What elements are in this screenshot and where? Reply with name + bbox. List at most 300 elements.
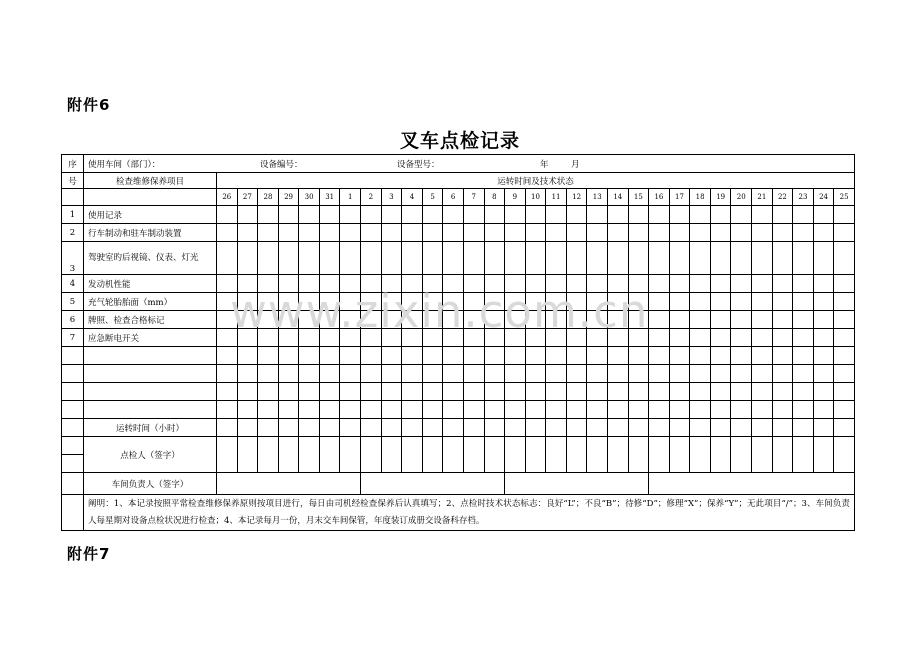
item-5-day-21[interactable] bbox=[752, 293, 773, 311]
item-7-day-9[interactable] bbox=[505, 329, 526, 347]
blank-row-4-day-14[interactable] bbox=[607, 401, 628, 419]
run-time-day-9[interactable] bbox=[505, 419, 526, 437]
item-6-day-4[interactable] bbox=[402, 311, 423, 329]
blank-row-4-day-20[interactable] bbox=[731, 401, 752, 419]
item-5-day-11[interactable] bbox=[546, 293, 567, 311]
item-7-day-11[interactable] bbox=[546, 329, 567, 347]
blank-row-2-day-9[interactable] bbox=[505, 365, 526, 383]
blank-row-3-day-15[interactable] bbox=[628, 383, 649, 401]
blank-row-2-day-25[interactable] bbox=[834, 365, 855, 383]
run-time-day-29[interactable] bbox=[278, 419, 299, 437]
run-time-day-3[interactable] bbox=[381, 419, 402, 437]
item-4-day-14[interactable] bbox=[607, 275, 628, 293]
item-7-day-31[interactable] bbox=[319, 329, 340, 347]
item-5-day-28[interactable] bbox=[258, 293, 279, 311]
item-4-day-6[interactable] bbox=[443, 275, 464, 293]
run-time-day-8[interactable] bbox=[484, 419, 505, 437]
blank-row-2-day-1[interactable] bbox=[340, 365, 361, 383]
blank-row-1-day-21[interactable] bbox=[752, 347, 773, 365]
run-time-day-30[interactable] bbox=[299, 419, 320, 437]
item-7-day-27[interactable] bbox=[237, 329, 258, 347]
item-2-day-29[interactable] bbox=[278, 224, 299, 242]
run-time-day-23[interactable] bbox=[793, 419, 814, 437]
inspector-day-26[interactable] bbox=[217, 437, 238, 473]
item-6-day-21[interactable] bbox=[752, 311, 773, 329]
item-4-day-28[interactable] bbox=[258, 275, 279, 293]
item-5-day-5[interactable] bbox=[422, 293, 443, 311]
blank-row-1-day-5[interactable] bbox=[422, 347, 443, 365]
item-3-day-7[interactable] bbox=[463, 242, 484, 275]
item-6-day-9[interactable] bbox=[505, 311, 526, 329]
item-3-day-11[interactable] bbox=[546, 242, 567, 275]
item-5-day-29[interactable] bbox=[278, 293, 299, 311]
item-2-day-28[interactable] bbox=[258, 224, 279, 242]
blank-row-4-day-7[interactable] bbox=[463, 401, 484, 419]
blank-row-3-day-10[interactable] bbox=[525, 383, 546, 401]
item-1-day-16[interactable] bbox=[649, 206, 670, 224]
blank-row-1-day-15[interactable] bbox=[628, 347, 649, 365]
inspector-day-6[interactable] bbox=[443, 437, 464, 473]
inspector-day-5[interactable] bbox=[422, 437, 443, 473]
item-7-day-15[interactable] bbox=[628, 329, 649, 347]
run-time-day-15[interactable] bbox=[628, 419, 649, 437]
inspector-day-3[interactable] bbox=[381, 437, 402, 473]
item-3-day-30[interactable] bbox=[299, 242, 320, 275]
blank-row-1-day-13[interactable] bbox=[587, 347, 608, 365]
inspector-day-1[interactable] bbox=[340, 437, 361, 473]
item-4-day-1[interactable] bbox=[340, 275, 361, 293]
item-1-day-9[interactable] bbox=[505, 206, 526, 224]
item-2-day-25[interactable] bbox=[834, 224, 855, 242]
item-4-day-13[interactable] bbox=[587, 275, 608, 293]
item-7-day-30[interactable] bbox=[299, 329, 320, 347]
inspector-day-18[interactable] bbox=[690, 437, 711, 473]
inspector-day-12[interactable] bbox=[566, 437, 587, 473]
item-3-day-25[interactable] bbox=[834, 242, 855, 275]
item-5-day-7[interactable] bbox=[463, 293, 484, 311]
item-1-day-19[interactable] bbox=[710, 206, 731, 224]
blank-row-4-day-26[interactable] bbox=[217, 401, 238, 419]
blank-row-3-day-31[interactable] bbox=[319, 383, 340, 401]
item-3-day-2[interactable] bbox=[361, 242, 382, 275]
blank-row-2-day-27[interactable] bbox=[237, 365, 258, 383]
blank-row-4-day-22[interactable] bbox=[772, 401, 793, 419]
item-5-day-6[interactable] bbox=[443, 293, 464, 311]
blank-row-3-day-11[interactable] bbox=[546, 383, 567, 401]
item-2-day-26[interactable] bbox=[217, 224, 238, 242]
item-2-day-6[interactable] bbox=[443, 224, 464, 242]
item-5-day-30[interactable] bbox=[299, 293, 320, 311]
inspector-day-20[interactable] bbox=[731, 437, 752, 473]
blank-row-1-day-27[interactable] bbox=[237, 347, 258, 365]
item-5-day-16[interactable] bbox=[649, 293, 670, 311]
blank-row-3-day-2[interactable] bbox=[361, 383, 382, 401]
item-6-day-30[interactable] bbox=[299, 311, 320, 329]
item-2-day-30[interactable] bbox=[299, 224, 320, 242]
blank-row-2-day-13[interactable] bbox=[587, 365, 608, 383]
item-5-day-15[interactable] bbox=[628, 293, 649, 311]
item-5-day-26[interactable] bbox=[217, 293, 238, 311]
item-5-day-13[interactable] bbox=[587, 293, 608, 311]
blank-row-1-day-26[interactable] bbox=[217, 347, 238, 365]
blank-row-4-day-6[interactable] bbox=[443, 401, 464, 419]
blank-row-3-day-27[interactable] bbox=[237, 383, 258, 401]
item-7-day-21[interactable] bbox=[752, 329, 773, 347]
item-4-day-4[interactable] bbox=[402, 275, 423, 293]
item-6-day-28[interactable] bbox=[258, 311, 279, 329]
item-1-day-7[interactable] bbox=[463, 206, 484, 224]
blank-row-1-day-20[interactable] bbox=[731, 347, 752, 365]
blank-row-3-day-23[interactable] bbox=[793, 383, 814, 401]
blank-row-1-day-6[interactable] bbox=[443, 347, 464, 365]
item-1-day-26[interactable] bbox=[217, 206, 238, 224]
blank-row-1-day-18[interactable] bbox=[690, 347, 711, 365]
inspector-day-4[interactable] bbox=[402, 437, 423, 473]
item-1-day-6[interactable] bbox=[443, 206, 464, 224]
blank-row-2-day-28[interactable] bbox=[258, 365, 279, 383]
run-time-day-25[interactable] bbox=[834, 419, 855, 437]
item-3-day-14[interactable] bbox=[607, 242, 628, 275]
item-7-day-14[interactable] bbox=[607, 329, 628, 347]
item-1-day-1[interactable] bbox=[340, 206, 361, 224]
item-1-day-22[interactable] bbox=[772, 206, 793, 224]
item-6-day-23[interactable] bbox=[793, 311, 814, 329]
run-time-day-1[interactable] bbox=[340, 419, 361, 437]
item-3-day-4[interactable] bbox=[402, 242, 423, 275]
item-4-day-16[interactable] bbox=[649, 275, 670, 293]
inspector-day-8[interactable] bbox=[484, 437, 505, 473]
item-1-day-8[interactable] bbox=[484, 206, 505, 224]
blank-row-1-day-11[interactable] bbox=[546, 347, 567, 365]
item-3-day-3[interactable] bbox=[381, 242, 402, 275]
item-6-day-26[interactable] bbox=[217, 311, 238, 329]
blank-row-4-day-27[interactable] bbox=[237, 401, 258, 419]
item-2-day-12[interactable] bbox=[566, 224, 587, 242]
item-5-day-24[interactable] bbox=[813, 293, 834, 311]
item-7-day-28[interactable] bbox=[258, 329, 279, 347]
manager-week-2[interactable] bbox=[361, 473, 505, 495]
blank-row-3-day-30[interactable] bbox=[299, 383, 320, 401]
item-5-day-31[interactable] bbox=[319, 293, 340, 311]
item-5-day-8[interactable] bbox=[484, 293, 505, 311]
inspector-day-23[interactable] bbox=[793, 437, 814, 473]
item-1-day-31[interactable] bbox=[319, 206, 340, 224]
item-1-day-5[interactable] bbox=[422, 206, 443, 224]
blank-row-1-day-12[interactable] bbox=[566, 347, 587, 365]
blank-row-1-day-4[interactable] bbox=[402, 347, 423, 365]
item-3-day-21[interactable] bbox=[752, 242, 773, 275]
blank-row-2-day-21[interactable] bbox=[752, 365, 773, 383]
item-4-day-7[interactable] bbox=[463, 275, 484, 293]
item-5-day-17[interactable] bbox=[669, 293, 690, 311]
item-3-day-8[interactable] bbox=[484, 242, 505, 275]
blank-row-3-day-18[interactable] bbox=[690, 383, 711, 401]
blank-row-1-day-16[interactable] bbox=[649, 347, 670, 365]
blank-row-3-day-24[interactable] bbox=[813, 383, 834, 401]
item-5-day-22[interactable] bbox=[772, 293, 793, 311]
blank-row-1-day-23[interactable] bbox=[793, 347, 814, 365]
inspector-day-17[interactable] bbox=[669, 437, 690, 473]
item-5-day-14[interactable] bbox=[607, 293, 628, 311]
item-2-day-21[interactable] bbox=[752, 224, 773, 242]
item-4-day-22[interactable] bbox=[772, 275, 793, 293]
item-1-day-11[interactable] bbox=[546, 206, 567, 224]
item-3-day-5[interactable] bbox=[422, 242, 443, 275]
blank-row-3-day-9[interactable] bbox=[505, 383, 526, 401]
blank-row-2-day-7[interactable] bbox=[463, 365, 484, 383]
item-2-day-8[interactable] bbox=[484, 224, 505, 242]
blank-row-3-day-29[interactable] bbox=[278, 383, 299, 401]
blank-row-3-day-5[interactable] bbox=[422, 383, 443, 401]
item-5-day-20[interactable] bbox=[731, 293, 752, 311]
item-3-day-29[interactable] bbox=[278, 242, 299, 275]
blank-row-2-day-4[interactable] bbox=[402, 365, 423, 383]
item-3-day-26[interactable] bbox=[217, 242, 238, 275]
item-5-day-18[interactable] bbox=[690, 293, 711, 311]
item-4-day-8[interactable] bbox=[484, 275, 505, 293]
blank-row-2-day-6[interactable] bbox=[443, 365, 464, 383]
inspector-day-24[interactable] bbox=[813, 437, 834, 473]
item-4-day-5[interactable] bbox=[422, 275, 443, 293]
run-time-day-16[interactable] bbox=[649, 419, 670, 437]
item-6-day-19[interactable] bbox=[710, 311, 731, 329]
run-time-day-19[interactable] bbox=[710, 419, 731, 437]
item-6-day-24[interactable] bbox=[813, 311, 834, 329]
item-1-day-12[interactable] bbox=[566, 206, 587, 224]
item-7-day-26[interactable] bbox=[217, 329, 238, 347]
item-7-day-23[interactable] bbox=[793, 329, 814, 347]
inspector-day-28[interactable] bbox=[258, 437, 279, 473]
item-1-day-21[interactable] bbox=[752, 206, 773, 224]
item-2-day-2[interactable] bbox=[361, 224, 382, 242]
blank-row-2-day-31[interactable] bbox=[319, 365, 340, 383]
inspector-day-27[interactable] bbox=[237, 437, 258, 473]
run-time-day-6[interactable] bbox=[443, 419, 464, 437]
blank-row-3-day-7[interactable] bbox=[463, 383, 484, 401]
item-7-day-16[interactable] bbox=[649, 329, 670, 347]
blank-row-4-day-17[interactable] bbox=[669, 401, 690, 419]
item-3-day-6[interactable] bbox=[443, 242, 464, 275]
item-1-day-14[interactable] bbox=[607, 206, 628, 224]
blank-row-3-day-14[interactable] bbox=[607, 383, 628, 401]
item-7-day-24[interactable] bbox=[813, 329, 834, 347]
blank-row-3-day-20[interactable] bbox=[731, 383, 752, 401]
item-7-day-22[interactable] bbox=[772, 329, 793, 347]
run-time-day-13[interactable] bbox=[587, 419, 608, 437]
item-3-day-27[interactable] bbox=[237, 242, 258, 275]
item-3-day-9[interactable] bbox=[505, 242, 526, 275]
item-7-day-7[interactable] bbox=[463, 329, 484, 347]
item-3-day-1[interactable] bbox=[340, 242, 361, 275]
item-2-day-9[interactable] bbox=[505, 224, 526, 242]
blank-row-3-day-12[interactable] bbox=[566, 383, 587, 401]
item-2-day-20[interactable] bbox=[731, 224, 752, 242]
item-6-day-10[interactable] bbox=[525, 311, 546, 329]
blank-row-4-day-4[interactable] bbox=[402, 401, 423, 419]
item-3-day-20[interactable] bbox=[731, 242, 752, 275]
run-time-day-27[interactable] bbox=[237, 419, 258, 437]
item-4-day-18[interactable] bbox=[690, 275, 711, 293]
item-6-day-31[interactable] bbox=[319, 311, 340, 329]
blank-row-2-day-22[interactable] bbox=[772, 365, 793, 383]
run-time-day-12[interactable] bbox=[566, 419, 587, 437]
blank-row-1-day-25[interactable] bbox=[834, 347, 855, 365]
manager-week-1[interactable] bbox=[217, 473, 361, 495]
blank-row-1-day-29[interactable] bbox=[278, 347, 299, 365]
blank-row-3-day-16[interactable] bbox=[649, 383, 670, 401]
manager-week-4[interactable] bbox=[649, 473, 855, 495]
blank-row-1-day-19[interactable] bbox=[710, 347, 731, 365]
item-5-day-19[interactable] bbox=[710, 293, 731, 311]
blank-row-4-day-24[interactable] bbox=[813, 401, 834, 419]
inspector-day-22[interactable] bbox=[772, 437, 793, 473]
run-time-day-31[interactable] bbox=[319, 419, 340, 437]
blank-row-1-day-9[interactable] bbox=[505, 347, 526, 365]
blank-row-1-day-17[interactable] bbox=[669, 347, 690, 365]
item-7-day-25[interactable] bbox=[834, 329, 855, 347]
blank-row-2-day-2[interactable] bbox=[361, 365, 382, 383]
item-2-day-1[interactable] bbox=[340, 224, 361, 242]
item-2-day-19[interactable] bbox=[710, 224, 731, 242]
item-4-day-10[interactable] bbox=[525, 275, 546, 293]
item-3-day-19[interactable] bbox=[710, 242, 731, 275]
inspector-day-13[interactable] bbox=[587, 437, 608, 473]
inspector-day-21[interactable] bbox=[752, 437, 773, 473]
item-7-day-6[interactable] bbox=[443, 329, 464, 347]
inspector-day-16[interactable] bbox=[649, 437, 670, 473]
item-3-day-12[interactable] bbox=[566, 242, 587, 275]
item-4-day-21[interactable] bbox=[752, 275, 773, 293]
blank-row-3-day-17[interactable] bbox=[669, 383, 690, 401]
item-6-day-29[interactable] bbox=[278, 311, 299, 329]
blank-row-4-day-13[interactable] bbox=[587, 401, 608, 419]
inspector-day-15[interactable] bbox=[628, 437, 649, 473]
blank-row-4-day-1[interactable] bbox=[340, 401, 361, 419]
blank-row-2-day-29[interactable] bbox=[278, 365, 299, 383]
blank-row-4-day-18[interactable] bbox=[690, 401, 711, 419]
item-1-day-28[interactable] bbox=[258, 206, 279, 224]
run-time-day-20[interactable] bbox=[731, 419, 752, 437]
item-2-day-22[interactable] bbox=[772, 224, 793, 242]
item-4-day-23[interactable] bbox=[793, 275, 814, 293]
blank-row-3-day-1[interactable] bbox=[340, 383, 361, 401]
blank-row-2-day-19[interactable] bbox=[710, 365, 731, 383]
blank-row-2-day-30[interactable] bbox=[299, 365, 320, 383]
item-4-day-2[interactable] bbox=[361, 275, 382, 293]
item-6-day-14[interactable] bbox=[607, 311, 628, 329]
item-5-day-12[interactable] bbox=[566, 293, 587, 311]
item-7-day-17[interactable] bbox=[669, 329, 690, 347]
blank-row-4-day-5[interactable] bbox=[422, 401, 443, 419]
blank-row-2-day-11[interactable] bbox=[546, 365, 567, 383]
inspector-day-14[interactable] bbox=[607, 437, 628, 473]
blank-row-4-day-16[interactable] bbox=[649, 401, 670, 419]
blank-row-4-day-30[interactable] bbox=[299, 401, 320, 419]
item-1-day-25[interactable] bbox=[834, 206, 855, 224]
item-6-day-16[interactable] bbox=[649, 311, 670, 329]
item-5-day-27[interactable] bbox=[237, 293, 258, 311]
blank-row-4-day-19[interactable] bbox=[710, 401, 731, 419]
blank-row-2-day-24[interactable] bbox=[813, 365, 834, 383]
item-4-day-12[interactable] bbox=[566, 275, 587, 293]
item-1-day-24[interactable] bbox=[813, 206, 834, 224]
item-1-day-3[interactable] bbox=[381, 206, 402, 224]
item-2-day-4[interactable] bbox=[402, 224, 423, 242]
item-2-day-31[interactable] bbox=[319, 224, 340, 242]
item-3-day-23[interactable] bbox=[793, 242, 814, 275]
item-4-day-15[interactable] bbox=[628, 275, 649, 293]
run-time-day-2[interactable] bbox=[361, 419, 382, 437]
item-7-day-4[interactable] bbox=[402, 329, 423, 347]
inspector-day-29[interactable] bbox=[278, 437, 299, 473]
run-time-day-28[interactable] bbox=[258, 419, 279, 437]
blank-row-4-day-23[interactable] bbox=[793, 401, 814, 419]
item-7-day-12[interactable] bbox=[566, 329, 587, 347]
item-4-day-29[interactable] bbox=[278, 275, 299, 293]
blank-row-4-day-9[interactable] bbox=[505, 401, 526, 419]
item-2-day-18[interactable] bbox=[690, 224, 711, 242]
blank-row-1-day-28[interactable] bbox=[258, 347, 279, 365]
blank-row-3-day-22[interactable] bbox=[772, 383, 793, 401]
blank-row-4-day-2[interactable] bbox=[361, 401, 382, 419]
item-3-day-16[interactable] bbox=[649, 242, 670, 275]
blank-row-2-day-3[interactable] bbox=[381, 365, 402, 383]
run-time-day-4[interactable] bbox=[402, 419, 423, 437]
blank-row-3-day-13[interactable] bbox=[587, 383, 608, 401]
item-2-day-5[interactable] bbox=[422, 224, 443, 242]
blank-row-1-day-7[interactable] bbox=[463, 347, 484, 365]
item-2-day-27[interactable] bbox=[237, 224, 258, 242]
item-3-day-24[interactable] bbox=[813, 242, 834, 275]
item-7-day-10[interactable] bbox=[525, 329, 546, 347]
blank-row-3-day-28[interactable] bbox=[258, 383, 279, 401]
blank-row-3-day-21[interactable] bbox=[752, 383, 773, 401]
inspector-day-30[interactable] bbox=[299, 437, 320, 473]
inspector-day-31[interactable] bbox=[319, 437, 340, 473]
item-4-day-19[interactable] bbox=[710, 275, 731, 293]
blank-row-2-day-12[interactable] bbox=[566, 365, 587, 383]
item-6-day-2[interactable] bbox=[361, 311, 382, 329]
inspector-day-10[interactable] bbox=[525, 437, 546, 473]
blank-row-4-day-29[interactable] bbox=[278, 401, 299, 419]
run-time-day-7[interactable] bbox=[463, 419, 484, 437]
item-4-day-30[interactable] bbox=[299, 275, 320, 293]
blank-row-1-day-24[interactable] bbox=[813, 347, 834, 365]
item-3-day-31[interactable] bbox=[319, 242, 340, 275]
run-time-day-21[interactable] bbox=[752, 419, 773, 437]
blank-row-4-day-31[interactable] bbox=[319, 401, 340, 419]
item-2-day-3[interactable] bbox=[381, 224, 402, 242]
blank-row-2-day-23[interactable] bbox=[793, 365, 814, 383]
run-time-day-22[interactable] bbox=[772, 419, 793, 437]
blank-row-1-day-2[interactable] bbox=[361, 347, 382, 365]
item-6-day-20[interactable] bbox=[731, 311, 752, 329]
run-time-day-10[interactable] bbox=[525, 419, 546, 437]
item-7-day-18[interactable] bbox=[690, 329, 711, 347]
item-1-day-13[interactable] bbox=[587, 206, 608, 224]
blank-row-2-day-18[interactable] bbox=[690, 365, 711, 383]
item-1-day-23[interactable] bbox=[793, 206, 814, 224]
item-5-day-25[interactable] bbox=[834, 293, 855, 311]
blank-row-3-day-3[interactable] bbox=[381, 383, 402, 401]
item-2-day-23[interactable] bbox=[793, 224, 814, 242]
item-2-day-16[interactable] bbox=[649, 224, 670, 242]
blank-row-4-day-12[interactable] bbox=[566, 401, 587, 419]
blank-row-1-day-3[interactable] bbox=[381, 347, 402, 365]
item-5-day-4[interactable] bbox=[402, 293, 423, 311]
blank-row-2-day-10[interactable] bbox=[525, 365, 546, 383]
blank-row-1-day-22[interactable] bbox=[772, 347, 793, 365]
